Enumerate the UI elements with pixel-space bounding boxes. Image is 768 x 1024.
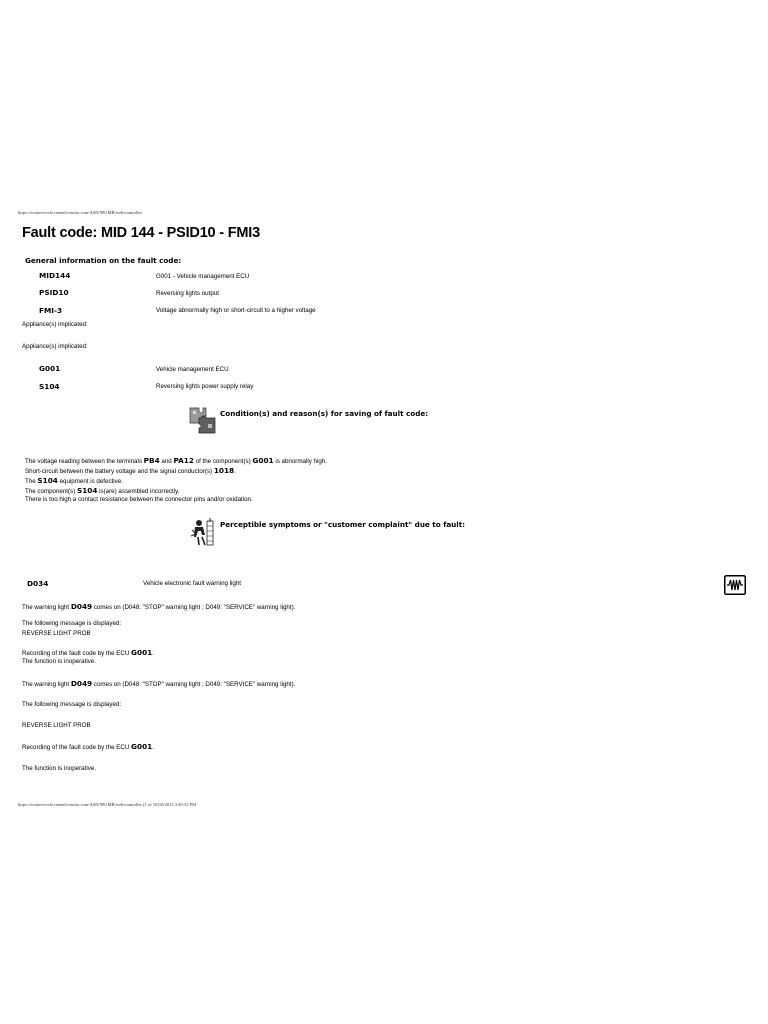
general-heading: General information on the fault code: <box>25 256 182 265</box>
puzzle-pieces-icon <box>189 406 216 434</box>
general-code: PSID10 <box>39 288 69 297</box>
recording-line: Recording of the fault code by the ECU G001. <box>22 648 154 657</box>
inoperative-line: The function is inoperative. <box>22 658 96 665</box>
general-desc: Reversing lights output <box>156 290 219 297</box>
condition-line: There is too high a contact resistance between the connector pins and/or oxidation. <box>25 496 253 503</box>
general-desc: Voltage abnormally high or short-circuit to a higher voltage <box>156 307 316 314</box>
warning-light-line: The warning light D049 comes on (D048: "STOP" warning light ; D049: "SERVICE" warning light). <box>22 679 296 688</box>
symptoms-heading: Perceptible symptoms or "customer complaint" due to fault: <box>220 520 466 529</box>
message-text: REVERSE LIGHT PROB <box>22 722 91 729</box>
symptom-code: D034 <box>27 579 49 588</box>
symptom-desc: Vehicle electronic fault warning light <box>143 580 242 587</box>
condition-line: Short-circuit between the battery voltage and the signal conductor(s) 1018. <box>25 466 236 475</box>
message-label: The following message is displayed: <box>22 620 122 627</box>
general-code: FMI-3 <box>39 306 63 315</box>
condition-line: The voltage reading between the terminals PB4 and PA12 of the component(s) G001 is abnormally high. <box>25 456 327 465</box>
general-code: MID144 <box>39 271 71 280</box>
recording-line: Recording of the fault code by the ECU G001. <box>22 742 154 751</box>
conditions-heading: Condition(s) and reason(s) for saving of fault code: <box>220 409 429 418</box>
inoperative-line: The function is inoperative. <box>22 765 96 772</box>
appliance-code: G001 <box>39 364 61 373</box>
header-url: https://ecuservicefo.renault-trucks.com/ASN/99GMB/web/controller <box>18 210 142 215</box>
appliance-desc: Reversing lights power supply relay <box>156 383 254 390</box>
mechanic-with-tools-icon <box>189 517 216 546</box>
oscilloscope-wave-icon[interactable] <box>724 575 746 595</box>
warning-light-line: The warning light D049 comes on (D048: "STOP" warning light ; D049: "SERVICE" warning light). <box>22 602 296 611</box>
condition-line: The S104 equipment is defective. <box>25 476 123 485</box>
message-text: REVERSE LIGHT PROB <box>22 630 91 637</box>
appliances-label: Appliance(s) implicated: <box>22 343 88 350</box>
general-desc: G001 - Vehicle management ECU <box>156 273 250 280</box>
message-label: The following message is displayed: <box>22 701 122 708</box>
page-title: Fault code: MID 144 - PSID10 - FMI3 <box>22 225 260 241</box>
appliances-label: Appliance(s) implicated: <box>22 321 88 328</box>
footer-url: https://ecuservicefo.renault-trucks.com/ASN/99GMB/web/controller (1 of 10)10/2013 3:49:33 PM <box>18 802 197 807</box>
appliance-desc: Vehicle management ECU <box>156 366 229 373</box>
appliance-code: S104 <box>39 382 60 391</box>
condition-line: The component(s) S104 is(are) assembled incorrectly. <box>25 486 180 495</box>
